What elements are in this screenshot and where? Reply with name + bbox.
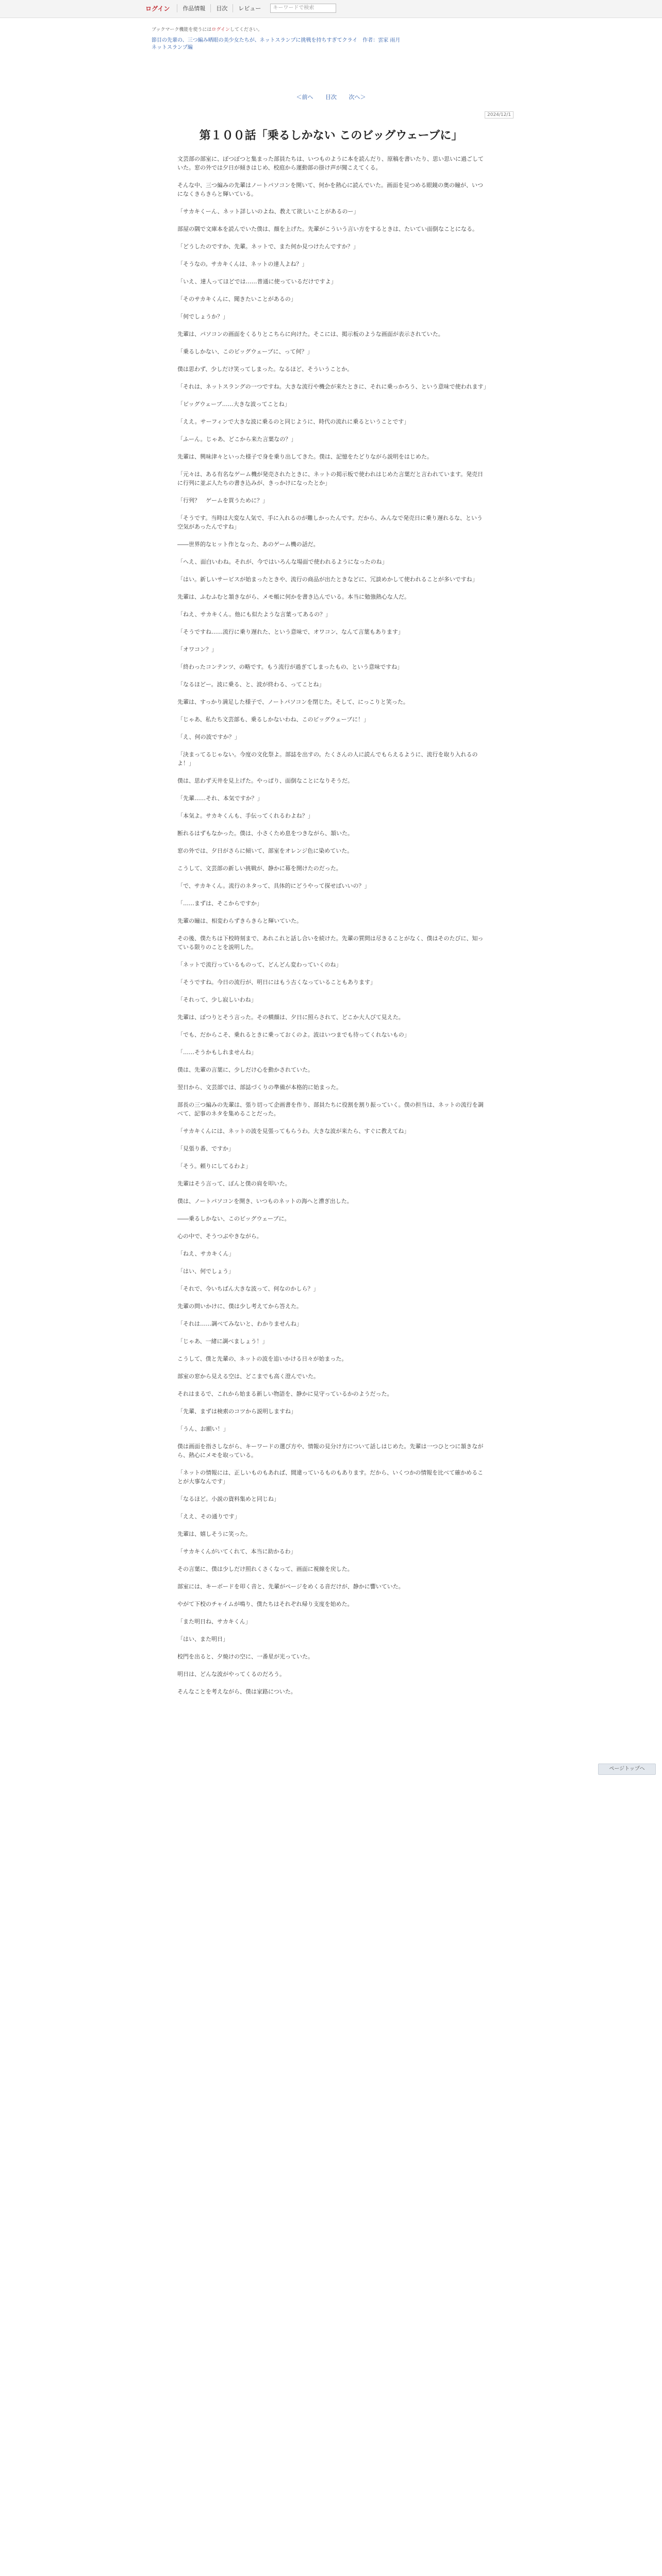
body-paragraph: 翌日から、文芸部では、部誌づくりの準備が本格的に始まった。 (177, 1084, 342, 1091)
body-paragraph: 「それで、今いちばん大きな波って、何なのかしら？」 (177, 1285, 319, 1292)
body-paragraph: 「へえ、面白いわね。それが、今ではいろんな場面で使われるようになったのね」 (177, 558, 388, 565)
body-paragraph: 「オワコン？」 (177, 646, 217, 653)
body-paragraph: 部長の三つ編みの先輩は、張り切って企画書を作り、部員たちに役割を割り振っていく。僕の担当は、ネットの流行を調べて、記事のネタを集めることだった。 (177, 1101, 484, 1117)
publish-date: 2024/12/1 (485, 111, 514, 118)
body-paragraph: 僕は、先輩の言葉に、少しだけ心を動かされていた。 (177, 1066, 313, 1073)
body-paragraph: 「それって、少し寂しいわね」 (177, 996, 257, 1003)
body-paragraph: ――乗るしかない、このビッグウェーブに。 (177, 1215, 290, 1222)
body-paragraph: 「ねえ、サカキくん」 (177, 1250, 235, 1257)
series-title-link[interactable]: 節目の先輩の、三つ編み晒眼の美少女たちが、ネットスランプに挑戦を持ちすぎてクライ 作者：雲家 雨月 (152, 38, 401, 43)
body-paragraph: 僕は思わず、少しだけ笑ってしまった。なるほど、そういうことか。 (177, 366, 353, 372)
bookmark-note-prefix: ブックマーク機能を使うには (152, 27, 212, 32)
body-paragraph: 校門を出ると、夕焼けの空に、一番星が光っていた。 (177, 1653, 313, 1660)
body-paragraph: 先輩は、パソコンの画面をくるりとこちらに向けた。そこには、掲示板のような画面が表示されていた。 (177, 331, 444, 337)
body-paragraph: 「先輩、まずは検索のコツから説明しますね」 (177, 1408, 296, 1415)
body-paragraph: 「先輩……それ、本気ですか？」 (177, 795, 263, 802)
body-paragraph: こうして、僕と先輩の、ネットの波を追いかける日々が始まった。 (177, 1355, 347, 1362)
body-paragraph: 「ええ。サーフィンで大きな波に乗るのと同じように、時代の流れに乗るということです」 (177, 418, 410, 425)
body-paragraph: 「ビッグウェーブ……大きな波ってことね」 (177, 401, 290, 408)
prev-episode-link[interactable]: ＜前へ (296, 94, 313, 100)
nav-item-review[interactable]: レビュー (233, 4, 266, 12)
body-paragraph: 「乗るしかない、このビッグウェーブに、って何？」 (177, 348, 313, 355)
body-paragraph: 「何でしょうか？」 (177, 313, 228, 320)
body-paragraph: 「で、サカキくん。流行のネタって、具体的にどうやって探せばいいの？」 (177, 883, 370, 889)
body-paragraph: 部室には、キーボードを叩く音と、先輩がページをめくる音だけが、静かに響いていた。 (177, 1583, 404, 1590)
body-paragraph: 「そうですね……流行に乗り遅れた、という意味で、オワコン、なんて言葉もあります」 (177, 629, 404, 635)
body-paragraph: 「終わったコンテンツ、の略です。もう流行が過ぎてしまったもの、という意味ですね」 (177, 664, 403, 670)
body-paragraph: 僕は、思わず天井を見上げた。やっぱり、面倒なことになりそうだ。 (177, 777, 353, 784)
body-paragraph: 先輩の瞳は、相変わらずきらきらと輝いていた。 (177, 918, 302, 924)
nav-menu (145, 4, 336, 13)
body-paragraph: 「ねえ、サカキくん。他にも似たような言葉ってあるの？」 (177, 611, 332, 618)
page-top-button[interactable]: ページトップへ (598, 1764, 656, 1775)
body-paragraph: 「そうなの。サカキくんは、ネットの達人よね？」 (177, 261, 308, 267)
body-paragraph: その言葉に、僕は少しだけ照れくさくなって、画面に視線を戻した。 (177, 1566, 353, 1572)
body-paragraph: 「でも、だからこそ、乗れるときに乗っておくのよ。波はいつまでも待ってくれないもの」 (177, 1031, 410, 1038)
body-paragraph: 心の中で、そうつぶやきながら。 (177, 1233, 262, 1240)
body-paragraph: 先輩は、嬉しそうに笑った。 (177, 1531, 251, 1537)
body-paragraph: 「はい、また明日」 (177, 1636, 228, 1642)
body-paragraph: ――世界的なヒット作となった、あのゲーム機の話だ。 (177, 541, 319, 548)
body-paragraph: 「なるほど。小説の資料集めと同じね」 (177, 1496, 279, 1502)
body-paragraph: 「なるほどー。波に乗る、と、波が終わる、ってことね」 (177, 681, 325, 688)
bookmark-note-suffix: してください。 (229, 27, 262, 32)
body-paragraph: 「じゃあ、私たち文芸部も、乗るしかないわね、このビッグウェーブに！」 (177, 716, 370, 723)
body-paragraph: 「どうしたのですか、先輩。ネットで、また何か見つけたんですか？」 (177, 243, 359, 250)
body-paragraph: 僕は、ノートパソコンを開き、いつものネットの海へと漕ぎ出した。 (177, 1198, 353, 1205)
body-paragraph: 「決まってるじゃない。今度の文化祭よ。部誌を出すの。たくさんの人に読んでもらえるように、流行を取り入れるのよ！」 (177, 751, 478, 767)
body-paragraph: 「ふーん。じゃあ、どこから来た言葉なの？」 (177, 436, 297, 443)
body-paragraph: 「え、何の波ですか？」 (177, 734, 240, 740)
body-paragraph: 明日は、どんな波がやってくるのだろう。 (177, 1671, 285, 1677)
body-paragraph: 「はい。新しいサービスが始まったときや、流行の商品が出たときなどに、冗談めかして使われることが多いですね」 (177, 576, 478, 583)
toc-link[interactable]: 目次 (325, 94, 337, 100)
body-paragraph: そんな中、三つ編みの先輩はノートパソコンを開いて、何かを熱心に読んでいた。画面を見つめる眼鏡の奥の瞳が、いつになくきらきらと輝いている。 (177, 182, 484, 197)
body-paragraph: 「サカキくんには、ネットの波を見張ってもらうわ。大きな波が来たら、すぐに教えてね」 (177, 1128, 410, 1134)
body-paragraph: 窓の外では、夕日がさらに傾いて、部室をオレンジ色に染めていた。 (177, 848, 353, 854)
body-paragraph: 「ネットで流行っているものって、どんどん変わっていくのね」 (177, 961, 342, 968)
body-paragraph: 「うん、お願い！」 (177, 1426, 229, 1432)
next-episode-link[interactable]: 次へ＞ (349, 94, 366, 100)
body-paragraph: 「元々は、ある有名なゲーム機が発売されたときに、ネットの掲示板で使われはじめた言葉だと言われています。発売日に行列に並ぶ人たちの書き込みが、きっかけになったとか」 (177, 471, 484, 486)
body-paragraph: 「そう。頼りにしてるわよ」 (177, 1163, 251, 1170)
body-paragraph: 「そのサカキくんに、聞きたいことがあるの」 (177, 296, 296, 302)
body-paragraph: 「ええ、その通りです」 (177, 1513, 240, 1520)
body-paragraph: 「……まずは、そこからですか」 (177, 900, 262, 907)
body-paragraph: 「それは……調べてみないと、わかりませんね」 (177, 1320, 302, 1327)
body-paragraph: 「また明日ね、サカキくん」 (177, 1618, 251, 1625)
body-paragraph: 文芸部の部室に、ぽつぽつと集まった部員たちは、いつものように本を読んだり、原稿を書いたり、思い思いに過ごしていた。窓の外では夕日が傾きはじめ、校庭から運動部の掛け声が聞こえてくる。 (177, 156, 484, 171)
body-paragraph: その後、僕たちは下校時刻まで、あれこれと話し合いを続けた。先輩の質問は尽きることがなく、僕はそのたびに、知っている限りのことを説明した。 (177, 935, 484, 951)
body-paragraph: 僕は画面を指さしながら、キーワードの選び方や、情報の見分け方について話しはじめた。先輩は一つひとつに頷きながら、熱心にメモを取っている。 (177, 1443, 484, 1459)
body-paragraph: 「そうですね。今日の流行が、明日にはもう古くなっていることもあります」 (177, 979, 376, 986)
body-paragraph: 「サカキくんがいてくれて、本当に助かるわ」 (177, 1548, 296, 1555)
bookmark-notice (152, 26, 262, 32)
body-paragraph: 先輩は、ふむふむと頷きながら、メモ帳に何かを書き込んでいる。本当に勉強熱心な人だ。 (177, 594, 410, 600)
chapter-section-label: ネットスランプ編 (152, 45, 193, 50)
body-paragraph: こうして、文芸部の新しい挑戦が、静かに幕を開けたのだった。 (177, 865, 342, 872)
body-paragraph: 「いえ、達人ってほどでは……普通に使っているだけですよ」 (177, 278, 337, 285)
body-paragraph: そんなことを考えながら、僕は家路についた。 (177, 1688, 296, 1695)
body-paragraph: 「はい、何でしょう」 (177, 1268, 234, 1275)
episode-pager (0, 93, 662, 101)
body-paragraph: 「行列？ ゲームを買うために？」 (177, 497, 268, 504)
body-paragraph: 「じゃあ、一緒に調べましょう！」 (177, 1338, 268, 1345)
body-paragraph: 「サカキくーん、ネット詳しいのよね、教えて欲しいことがあるのー」 (177, 208, 359, 215)
breadcrumb (152, 37, 512, 52)
nav-item-toc[interactable]: 目次 (210, 4, 233, 12)
login-link[interactable]: ログイン (145, 5, 170, 12)
search-input[interactable]: キーワードで検索 (270, 4, 336, 13)
bookmark-login-link[interactable]: ログイン (211, 27, 230, 32)
body-paragraph: 「ネットの情報には、正しいものもあれば、間違っているものもあります。だから、いくつかの情報を比べて確かめることが大事なんです」 (177, 1469, 484, 1485)
episode-title: 第１００話「乗るしかない このビッグウェーブに」 (199, 129, 463, 142)
body-paragraph: 先輩は、ぽつりとそう言った。その横顔は、夕日に照らされて、どこか大人びて見えた。 (177, 1014, 404, 1021)
top-navigation-bar (0, 0, 662, 18)
episode-body (177, 155, 487, 1705)
body-paragraph: 「そうです。当時は大変な人気で、手に入れるのが難しかったんです。だから、みんなで発売日に乗り遅れるな、という空気があったんですね」 (177, 515, 483, 530)
body-paragraph: それはまるで、これから始まる新しい物語を、静かに見守っているかのようだった。 (177, 1391, 393, 1397)
body-paragraph: 先輩は、興味津々といった様子で身を乗り出してきた。僕は、記憶をたどりながら説明をはじめた。 (177, 453, 433, 460)
body-paragraph: 部室の窓から見える空は、どこまでも高く澄んでいた。 (177, 1373, 319, 1380)
nav-item-works[interactable]: 作品情報 (177, 4, 210, 12)
body-paragraph: 「それは、ネットスラングの一つですね。大きな流行や機会が来たときに、それに乗っかろう、という意味で使われます」 (177, 383, 489, 390)
body-paragraph: 「……そうかもしれませんね」 (177, 1049, 257, 1056)
body-paragraph: 先輩は、すっかり満足した様子で、ノートパソコンを閉じた。そして、にっこりと笑った。 (177, 699, 409, 705)
body-paragraph: 「本気よ。サカキくんも、手伝ってくれるわよね？」 (177, 812, 313, 819)
body-paragraph: 断れるはずもなかった。僕は、小さくため息をつきながら、頷いた。 (177, 830, 353, 837)
body-paragraph: やがて下校のチャイムが鳴り、僕たちはそれぞれ帰り支度を始めた。 (177, 1601, 353, 1607)
body-paragraph: 先輩の問いかけに、僕は少し考えてから答えた。 (177, 1303, 302, 1310)
body-paragraph: 先輩はそう言って、ぽんと僕の肩を叩いた。 (177, 1180, 291, 1187)
body-paragraph: 部屋の隅で文庫本を読んでいた僕は、顔を上げた。先輩がこういう言い方をするときは、たいてい面倒なことになる。 (177, 226, 478, 232)
body-paragraph: 「見張り番、ですか」 (177, 1145, 234, 1152)
